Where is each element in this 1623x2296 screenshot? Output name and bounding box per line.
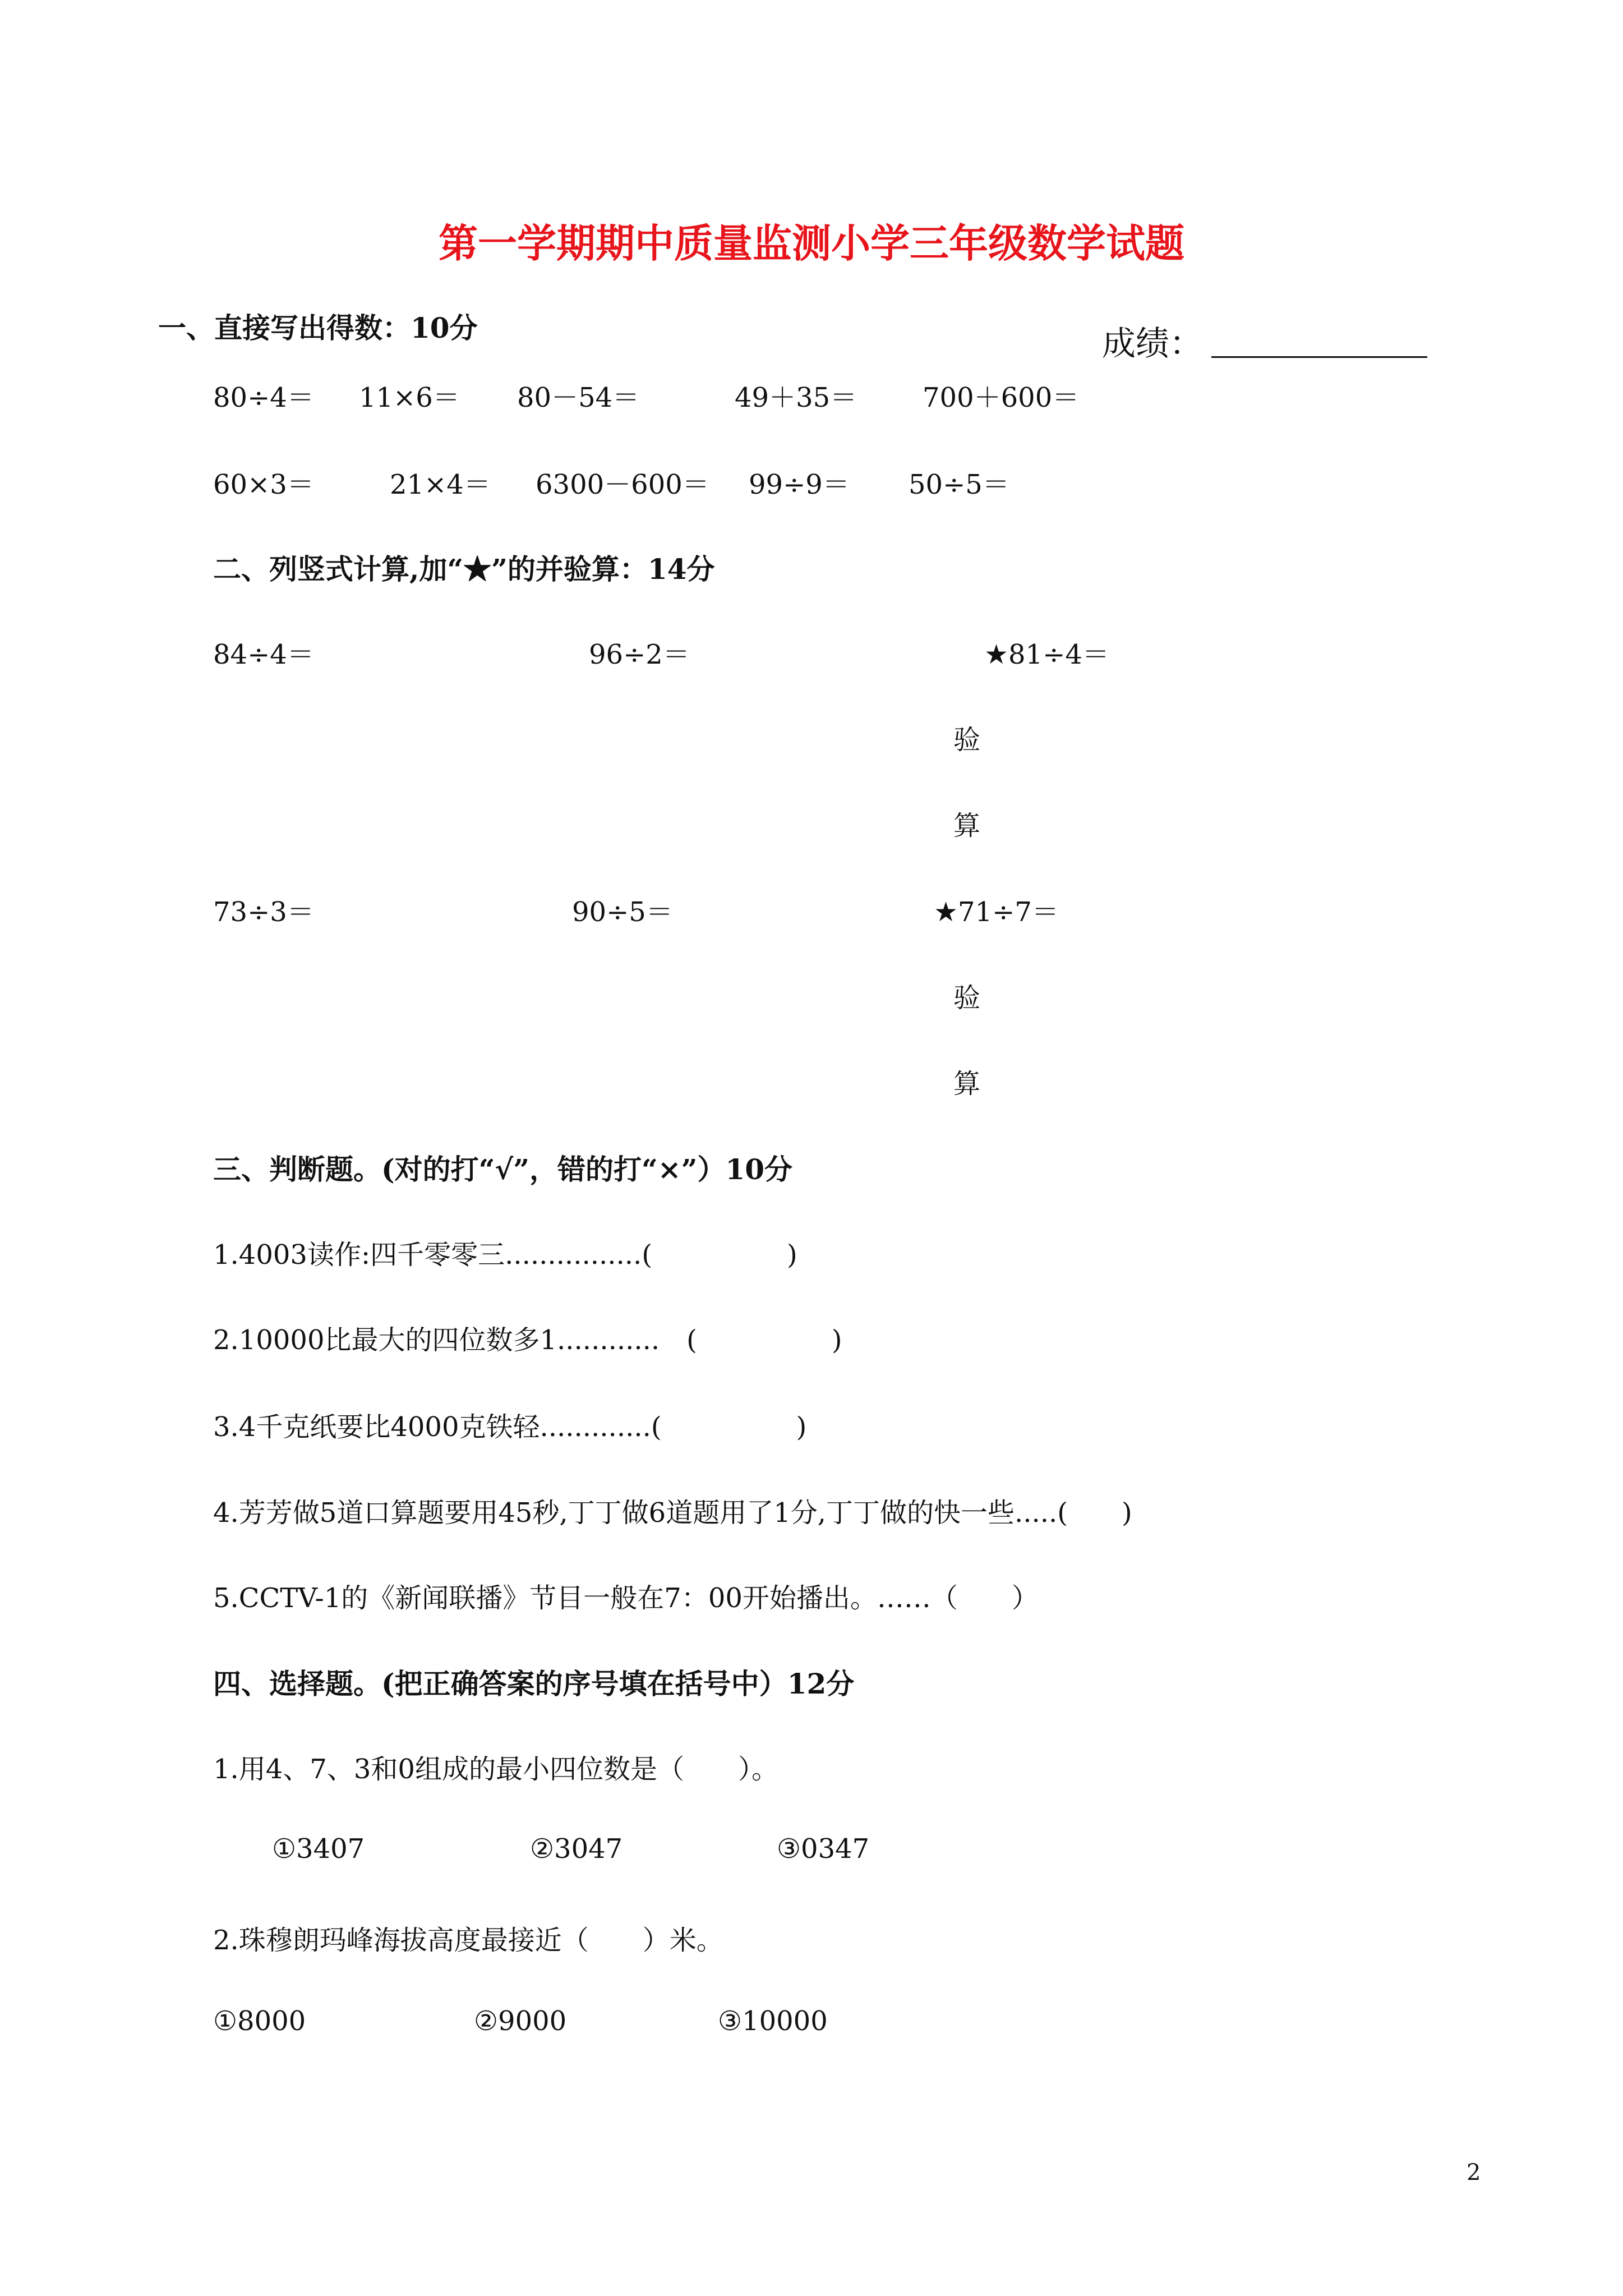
s1-problem: 6300－600＝ xyxy=(536,469,709,500)
s1-problem: 80－54＝ xyxy=(517,382,640,413)
page-title: 第一学期期中质量监测小学三年级数学试题 xyxy=(439,220,1184,266)
choice-option: ③0347 xyxy=(777,1833,870,1865)
choice-option: ②3047 xyxy=(530,1833,623,1865)
s2-problem: 73÷3＝ xyxy=(213,896,314,928)
check-label-char: 算 xyxy=(953,810,981,841)
choice-option: ①8000 xyxy=(213,2005,306,2037)
judgement-item: 2.10000比最大的四位数多1............ ( ) xyxy=(213,1324,842,1356)
check-label-char: 验 xyxy=(953,982,981,1014)
s1-problem: 700＋600＝ xyxy=(923,382,1080,413)
judgement-item: 4.芳芳做5道口算题要用45秒,丁丁做6道题用了1分,丁丁做的快一些.....( ) xyxy=(213,1497,1132,1529)
page-number: 2 xyxy=(1467,2160,1481,2185)
judgement-item: 3.4千克纸要比4000克铁轻.............( ) xyxy=(213,1411,807,1443)
judgement-item: 5.CCTV-1的《新闻联播》节目一般在7：00开始播出。……（ ） xyxy=(213,1582,1039,1614)
choice-option: ①3407 xyxy=(272,1833,365,1865)
score-line xyxy=(1211,356,1427,358)
s2-problem: 90÷5＝ xyxy=(572,896,673,928)
section3-heading: 三、判断题。(对的打“√”，错的打“×”）10分 xyxy=(213,1153,793,1186)
s2-problem: 96÷2＝ xyxy=(589,639,690,670)
check-label-char: 算 xyxy=(953,1068,981,1099)
choice-option: ③10000 xyxy=(718,2005,828,2037)
check-label-char: 验 xyxy=(953,724,981,756)
choice-question: 2.珠穆朗玛峰海拔高度最接近（ ）米。 xyxy=(213,1925,723,1956)
s1-problem: 60×3＝ xyxy=(213,469,314,500)
choice-question: 1.用4、7、3和0组成的最小四位数是（ ）。 xyxy=(213,1754,778,1785)
s2-problem: 84÷4＝ xyxy=(213,639,314,670)
s1-problem: 11×6＝ xyxy=(359,382,460,413)
s1-problem: 21×4＝ xyxy=(390,469,491,500)
s1-problem: 80÷4＝ xyxy=(213,382,314,413)
section1-heading: 一、直接写出得数：10分 xyxy=(158,311,478,344)
section4-heading: 四、选择题。(把正确答案的序号填在括号中）12分 xyxy=(213,1667,855,1700)
section2-heading: 二、列竖式计算,加“★”的并验算：14分 xyxy=(213,553,715,586)
s1-problem: 99÷9＝ xyxy=(749,469,850,500)
score-label: 成绩： xyxy=(1102,324,1203,364)
s2-problem: ★71÷7＝ xyxy=(934,896,1059,928)
s1-problem: 50÷5＝ xyxy=(909,469,1009,500)
s1-problem: 49＋35＝ xyxy=(735,382,857,413)
judgement-item: 1.4003读作:四千零零三................( ) xyxy=(213,1239,797,1271)
s2-problem: ★81÷4＝ xyxy=(984,639,1109,670)
choice-option: ②9000 xyxy=(474,2005,567,2037)
